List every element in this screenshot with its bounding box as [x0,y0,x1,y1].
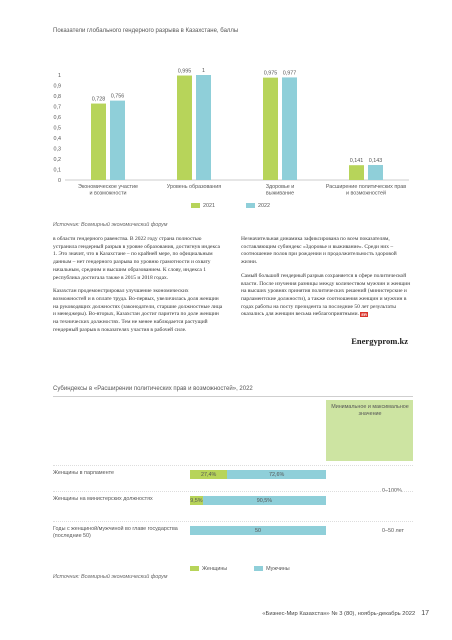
brand-logo: Energyprom.kz [351,336,408,346]
stacked-bar [190,496,326,505]
y-tick-label: 0,6 [53,115,61,121]
bar-2021 [263,78,278,180]
bar-2022 [368,165,383,180]
bar-2021 [91,104,106,180]
bar-2022 [196,75,211,180]
y-tick-label: 0,7 [53,104,61,111]
chart-svg [53,60,413,220]
legend-label-male: Мужчины [266,565,290,572]
bar-male: 50 [190,526,326,535]
subindex-legend [190,560,290,578]
bar-2022 [110,101,125,180]
y-tick-label: 0,2 [53,157,61,163]
article-right-column [241,236,411,319]
data-label: 0,141 [349,158,364,165]
divider [53,396,413,397]
y-tick-label: 0 [58,178,61,184]
subindex-title: Субиндексы в «Расширении политических прав и возможностей», 2022 [53,386,253,392]
row-divider [53,521,413,522]
article-left-column [53,236,223,340]
category-label: и возможностей [345,190,387,197]
y-tick-label: 0,1 [53,167,61,174]
data-label: 0,977 [282,70,297,77]
bar-2021 [349,165,364,180]
article-paragraph: Незначительная динамика зафиксирована по всем показателям, составляющим субиндекс «Здоровье и выживание». Среди них – соотношение полов при рождении и продолжительность здоровой жизни. [241,236,397,266]
legend-label: 2021 [203,203,215,209]
stacked-bar [190,470,326,479]
y-tick-label: 0,3 [53,146,61,153]
figure-source: Источник: Всемирный экономический форум [53,222,168,228]
stacked-bar [190,526,326,535]
bar-male: 90,5% [203,496,326,505]
subindex-source: Источник: Всемирный экономический форум [53,574,168,580]
y-tick-label: 0,8 [53,94,61,100]
gender-gap-chart [53,60,413,220]
page-number: 17 [421,610,429,617]
category-label: Расширение политических прав [325,184,407,190]
row-label: Женщины на министерских должностях [53,496,153,502]
legend-swatch-2022 [246,203,255,208]
row-divider [53,491,413,492]
y-tick-label: 0,5 [53,125,61,132]
bar-2022 [282,77,297,180]
data-label: 0,995 [177,68,192,75]
row-divider [53,465,413,466]
article-end-mark: ER [361,311,367,317]
category-label: Здоровье и [265,184,295,190]
category-label: и возможности [89,190,127,197]
y-tick-label: 1 [58,73,61,79]
legend-label: 2022 [258,203,270,209]
data-label: 0,975 [263,70,278,77]
data-label: 0,756 [110,93,125,100]
row-range: 0–50 лет [382,528,404,534]
y-tick-label: 0,4 [53,136,61,142]
legend-swatch-female [190,566,199,571]
bar-female: 27,4% [190,470,227,479]
legend-swatch-2021 [191,203,200,208]
article-paragraph: в области гендерного равенства. В 2022 году страна полностью устранила гендерный разрыв в уровне образования, достигнув индекса 1. Это значит, что в Казахстане – по крайней мере, по официальным данным – нет гендерного разрыва по уровню грамотности и охвату начальным, средним и высшим образованием. К слову, индекса 1 республика достигала также в 2015 и 2018 годах. [53,236,220,281]
page-footer [262,610,429,617]
bar-2021 [177,76,192,180]
category-label: выживание [265,190,295,197]
footer-text: «Бизнес-Мир Казахстан» № 3 (80), ноябрь-декабрь 2022 [262,611,416,617]
data-label: 1 [202,68,205,74]
figure-title: Показатели глобального гендерного разрыва в Казахстане, баллы [53,28,239,34]
legend-swatch-male [254,566,263,571]
y-tick-label: 0,9 [53,83,61,90]
row-label: Женщины в парламенте [53,470,115,476]
article-paragraph: Самый большой гендерный разрыв сохраняется в сфере политической власти. После изучения разницы между количеством мужчин и женщин на высших уровнях принятия политических решений (министерские и парламентские должности), а также соотношения женщин и мужчин в годах работы на посту президента за последние 50 лет результаты оказались для женщин весьма неблагоприятными. ER [241,272,411,318]
row-label: Годы с женщиной/мужчиной во главе государства (последние 50) [53,526,178,539]
legend-label-female: Женщины [202,565,228,572]
category-label: Уровень образования [166,184,222,190]
range-header: Минимальное и максимальное значение [331,404,409,417]
data-label: 0,728 [91,96,106,103]
row-range: 0–100% [382,488,402,494]
category-label: Экономическое участие [77,184,139,190]
data-label: 0,143 [368,157,383,164]
article-paragraph: Казахстан продемонстрировал улучшение экономических возможностей и в оплате труда. Во-первых, увеличилась доля женщин на руководящих должностях (законодатели, старшие должностные лица и менеджеры). Во-вторых, Казахстан достиг паритета по доле женщин на технических должностях. Тем не менее наблюдается растущий гендерный разрыв в показателях участия в рабочей силе. [53,288,223,333]
bar-male: 72,6% [227,470,326,479]
bar-female: 9,5% [190,497,203,504]
